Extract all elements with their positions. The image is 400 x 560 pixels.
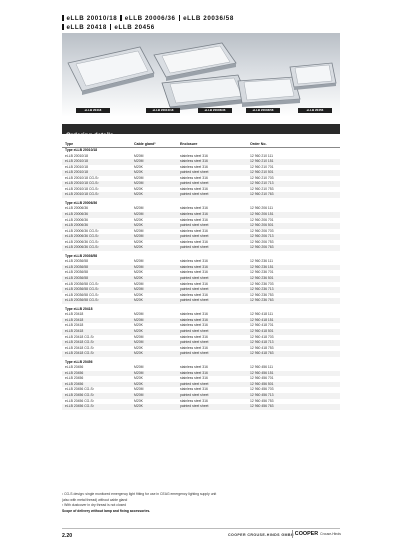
header-order-no: Order No.	[250, 142, 267, 146]
cell-enclosure: stainless steel 316	[180, 186, 208, 191]
cell-enclosure: painted steel sheet	[180, 298, 209, 303]
cell-cable-gland: M20M	[134, 228, 144, 233]
cell-order-no: 12 960 418 501	[250, 328, 274, 333]
cell-cable-gland: M20M	[134, 392, 144, 397]
cell-order-no: 12 960 456 151	[250, 370, 274, 375]
luminaire-5	[290, 63, 336, 90]
cell-cable-gland: M20K	[134, 298, 143, 303]
cell-type: eLLB 20418	[65, 328, 84, 333]
cell-enclosure: painted steel sheet	[180, 181, 209, 186]
cell-type: eLLB 20036/58	[65, 270, 89, 275]
cell-type: eLLB 20010/18	[65, 153, 89, 158]
cell-cable-gland: M20M	[134, 264, 144, 269]
table-row	[62, 298, 340, 304]
cell-order-no: 12 960 210 701	[250, 164, 274, 169]
cell-enclosure: stainless steel 316	[180, 365, 208, 370]
cell-cable-gland: M20K	[134, 170, 143, 175]
cell-type: eLLB 20036/58	[65, 259, 89, 264]
cell-type: eLLB 20006/36 CG-S²	[65, 245, 99, 250]
cell-type: eLLB 20010/18 CG-S²	[65, 181, 99, 186]
product-photo	[62, 33, 340, 117]
cell-type: eLLB 20418	[65, 317, 84, 322]
table-header	[62, 140, 340, 148]
cell-type: eLLB 20010/18	[65, 170, 89, 175]
cell-type: eLLB 20036/58	[65, 264, 89, 269]
cell-order-no: 12 960 206 703	[250, 228, 274, 233]
cell-enclosure: painted steel sheet	[180, 276, 209, 281]
title-segment: eLLB 20010/18	[66, 15, 118, 22]
footnote-1: ¹ CG-S design: single monitored emergency light fitting for use in CEAG emergency lighting supply unit	[62, 492, 217, 496]
cell-cable-gland: M20M	[134, 281, 144, 286]
table-body	[62, 148, 340, 410]
cell-enclosure: painted steel sheet	[180, 351, 209, 356]
company-logo	[292, 530, 341, 538]
table-row	[62, 351, 340, 357]
scope-note: Scope of delivery without lamp and fixing accessories.	[62, 508, 151, 513]
cell-type: eLLB 20036/58 CG-S²	[65, 281, 99, 286]
cell-enclosure: stainless steel 316	[180, 164, 208, 169]
footnote-1b: (also with metal thread) without cable gland	[62, 497, 128, 502]
cell-cable-gland: M20K	[134, 376, 143, 381]
cell-order-no: 12 960 418 703	[250, 334, 274, 339]
cell-enclosure: stainless steel 316	[180, 281, 208, 286]
cell-type: eLLB 20418	[65, 323, 84, 328]
cell-cable-gland: M20M	[134, 340, 144, 345]
cell-cable-gland: M20M	[134, 317, 144, 322]
cell-enclosure: stainless steel 316	[180, 398, 208, 403]
logo-brand: COOPER	[294, 531, 319, 537]
luminaire-3	[162, 75, 248, 111]
photo-caption-2: eLLB 20010/18	[146, 108, 180, 113]
cell-type: eLLB 20006/36	[65, 217, 89, 222]
cell-type: eLLB 20456 CG-S²	[65, 392, 94, 397]
cell-order-no: 12 960 210 713	[250, 181, 274, 186]
title-segment: eLLB 20036/58	[183, 15, 234, 22]
cell-cable-gland: M20K	[134, 192, 143, 197]
photo-caption-3: eLLB 20006/36	[198, 108, 232, 113]
cell-enclosure: painted steel sheet	[180, 223, 209, 228]
luminaire-4	[238, 77, 300, 107]
group-title: Type eLLB 20036/58	[65, 253, 98, 258]
cell-enclosure: painted steel sheet	[180, 192, 209, 197]
cell-type: eLLB 20006/36 CG-S²	[65, 239, 99, 244]
cell-order-no: 12 960 210 151	[250, 159, 274, 164]
table-row	[62, 192, 340, 198]
title-separator	[62, 24, 64, 30]
logo-subbrand: Crouse-Hinds	[320, 532, 341, 536]
cell-type: eLLB 20006/36 CG-S²	[65, 228, 99, 233]
cell-order-no: 12 960 236 701	[250, 270, 274, 275]
cell-cable-gland: M20K	[134, 223, 143, 228]
cell-type: eLLB 20418 CG-S²	[65, 345, 94, 350]
cell-type: eLLB 20456	[65, 376, 84, 381]
photo-caption-4: eLLB 20036/58	[246, 108, 280, 113]
luminaire-2	[154, 43, 236, 81]
cell-cable-gland: M20M	[134, 387, 144, 392]
cell-order-no: 12 960 456 703	[250, 387, 274, 392]
title-segment: eLLB 20418	[66, 24, 107, 31]
cell-order-no: 12 960 206 763	[250, 245, 274, 250]
cell-type: eLLB 20010/18 CG-S²	[65, 186, 99, 191]
cell-order-no: 12 960 456 701	[250, 376, 274, 381]
page-number: 2.20	[62, 533, 73, 539]
cell-enclosure: stainless steel 316	[180, 159, 208, 164]
cell-order-no: 12 960 418 713	[250, 340, 274, 345]
cell-order-no: 12 960 210 763	[250, 192, 274, 197]
cell-enclosure: stainless steel 316	[180, 387, 208, 392]
cell-cable-gland: M20K	[134, 217, 143, 222]
cell-type: eLLB 20418 CG-S²	[65, 334, 94, 339]
section-title: Ordering details	[66, 132, 114, 139]
cell-enclosure: stainless steel 316	[180, 264, 208, 269]
section-header	[62, 124, 340, 139]
cell-type: eLLB 20010/18	[65, 164, 89, 169]
cell-enclosure: painted steel sheet	[180, 287, 209, 292]
table-row	[62, 245, 340, 251]
cell-type: eLLB 20006/36	[65, 212, 89, 217]
cell-type: eLLB 20036/58 CG-S²	[65, 292, 99, 297]
cell-type: eLLB 20010/18 CG-S²	[65, 192, 99, 197]
cell-order-no: 12 960 418 701	[250, 323, 274, 328]
cell-enclosure: painted steel sheet	[180, 234, 209, 239]
photo-caption-1: eLLB 20418	[76, 108, 110, 113]
cell-enclosure: painted steel sheet	[180, 170, 209, 175]
cell-cable-gland: M20M	[134, 159, 144, 164]
cell-order-no: 12 960 418 753	[250, 345, 274, 350]
cell-cable-gland: M20M	[134, 181, 144, 186]
cell-enclosure: stainless steel 316	[180, 259, 208, 264]
cell-cable-gland: M20M	[134, 334, 144, 339]
group-title: Type eLLB 20010/18	[65, 148, 98, 152]
cell-type: eLLB 20456 CG-S²	[65, 398, 94, 403]
cell-cable-gland: M20K	[134, 292, 143, 297]
table-row	[62, 404, 340, 410]
cell-order-no: 12 960 206 713	[250, 234, 274, 239]
cell-order-no: 12 960 210 703	[250, 175, 274, 180]
photo-caption-5: eLLB 20456	[298, 108, 332, 113]
cell-type: eLLB 20036/58 CG-S²	[65, 287, 99, 292]
cell-order-no: 12 960 418 111	[250, 312, 274, 317]
title-separator	[110, 24, 112, 30]
cell-type: eLLB 20418	[65, 312, 84, 317]
cell-order-no: 12 960 210 111	[250, 153, 274, 158]
cell-order-no: 12 960 456 713	[250, 392, 274, 397]
cell-type: eLLB 20010/18 CG-S²	[65, 175, 99, 180]
group-title: Type eLLB 20456	[65, 359, 93, 364]
cell-cable-gland: M20M	[134, 312, 144, 317]
cell-cable-gland: M20M	[134, 370, 144, 375]
title-line-1	[62, 14, 237, 23]
cell-cable-gland: M20M	[134, 287, 144, 292]
cell-enclosure: stainless steel 316	[180, 376, 208, 381]
cell-enclosure: stainless steel 316	[180, 370, 208, 375]
title-segment: eLLB 20456	[114, 24, 155, 31]
cell-cable-gland: M20K	[134, 381, 143, 386]
cell-order-no: 12 960 418 151	[250, 317, 274, 322]
cell-order-no: 12 960 236 703	[250, 281, 274, 286]
cell-cable-gland: M20M	[134, 259, 144, 264]
cell-cable-gland: M20M	[134, 175, 144, 180]
cell-enclosure: painted steel sheet	[180, 381, 209, 386]
cell-type: eLLB 20006/36	[65, 206, 89, 211]
cell-type: eLLB 20456	[65, 370, 84, 375]
cell-type: eLLB 20036/58	[65, 276, 89, 281]
cell-enclosure: stainless steel 316	[180, 206, 208, 211]
cell-order-no: 12 960 456 753	[250, 398, 274, 403]
cell-order-no: 12 960 418 763	[250, 351, 274, 356]
cell-order-no: 12 960 236 111	[250, 259, 274, 264]
cell-order-no: 12 960 206 753	[250, 239, 274, 244]
cell-order-no: 12 960 456 501	[250, 381, 274, 386]
header-cable-gland: Cable gland¹	[134, 142, 156, 146]
cell-cable-gland: M20K	[134, 345, 143, 350]
cell-enclosure: painted steel sheet	[180, 392, 209, 397]
cell-enclosure: stainless steel 316	[180, 270, 208, 275]
cell-type: eLLB 20010/18	[65, 159, 89, 164]
cell-enclosure: stainless steel 316	[180, 175, 208, 180]
group-title: Type eLLB 20006/36	[65, 200, 98, 205]
cell-cable-gland: M20K	[134, 239, 143, 244]
footer-divider	[62, 528, 340, 529]
cell-cable-gland: M20K	[134, 328, 143, 333]
cell-cable-gland: M20M	[134, 153, 144, 158]
cell-order-no: 12 960 456 763	[250, 404, 274, 409]
footnote-2: ² With dustcover in dry thread is not closed	[62, 503, 127, 508]
cell-enclosure: stainless steel 316	[180, 217, 208, 222]
cell-order-no: 12 960 456 111	[250, 365, 274, 370]
cell-type: eLLB 20418 CG-S²	[65, 340, 94, 345]
cell-type: eLLB 20006/36	[65, 223, 89, 228]
cell-enclosure: painted steel sheet	[180, 328, 209, 333]
cell-type: eLLB 20456 CG-S²	[65, 404, 94, 409]
header-type: Type	[65, 142, 74, 146]
page-title	[62, 14, 237, 32]
cell-order-no: 12 960 236 501	[250, 276, 274, 281]
footnotes	[62, 492, 340, 514]
group-title: Type eLLB 20418	[65, 306, 93, 311]
cell-enclosure: stainless steel 316	[180, 228, 208, 233]
cell-type: eLLB 20456 CG-S²	[65, 387, 94, 392]
cell-type: eLLB 20456	[65, 365, 84, 370]
cell-cable-gland: M20M	[134, 234, 144, 239]
cell-enclosure: stainless steel 316	[180, 312, 208, 317]
cell-enclosure: stainless steel 316	[180, 153, 208, 158]
cell-enclosure: stainless steel 316	[180, 239, 208, 244]
cell-enclosure: painted steel sheet	[180, 340, 209, 345]
ordering-table	[62, 140, 340, 410]
luminaires-illustration	[62, 33, 340, 117]
cell-cable-gland: M20K	[134, 164, 143, 169]
cell-enclosure: painted steel sheet	[180, 245, 209, 250]
cell-order-no: 12 960 236 713	[250, 287, 274, 292]
title-separator	[120, 15, 122, 21]
cell-cable-gland: M20K	[134, 404, 143, 409]
cell-order-no: 12 960 210 501	[250, 170, 274, 175]
cell-type: eLLB 20456	[65, 381, 84, 386]
cell-cable-gland: M20K	[134, 186, 143, 191]
cell-enclosure: stainless steel 316	[180, 317, 208, 322]
cell-enclosure: stainless steel 316	[180, 292, 208, 297]
header-enclosure: Enclosure	[180, 142, 198, 146]
footer-company: COOPER CROUSE-HINDS GMBH	[228, 533, 294, 537]
cell-enclosure: stainless steel 316	[180, 345, 208, 350]
cell-type: eLLB 20036/58 CG-S²	[65, 298, 99, 303]
cell-order-no: 12 960 206 151	[250, 212, 274, 217]
cell-order-no: 12 960 236 753	[250, 292, 274, 297]
cell-type: eLLB 20418 CG-S²	[65, 351, 94, 356]
cell-cable-gland: M20K	[134, 276, 143, 281]
cell-cable-gland: M20K	[134, 398, 143, 403]
cell-type: eLLB 20006/36 CG-S²	[65, 234, 99, 239]
cell-enclosure: stainless steel 316	[180, 323, 208, 328]
cell-order-no: 12 960 206 501	[250, 223, 274, 228]
cell-order-no: 12 960 210 753	[250, 186, 274, 191]
title-line-2	[62, 23, 237, 32]
cell-cable-gland: M20K	[134, 270, 143, 275]
cell-order-no: 12 960 236 763	[250, 298, 274, 303]
luminaire-1	[68, 47, 154, 95]
cell-order-no: 12 960 206 701	[250, 217, 274, 222]
cell-enclosure: stainless steel 316	[180, 334, 208, 339]
cell-cable-gland: M20K	[134, 351, 143, 356]
cell-cable-gland: M20M	[134, 365, 144, 370]
title-separator	[179, 15, 181, 21]
cell-enclosure: painted steel sheet	[180, 404, 209, 409]
cell-order-no: 12 960 236 151	[250, 264, 274, 269]
cell-cable-gland: M20M	[134, 212, 144, 217]
title-separator	[62, 15, 64, 21]
cell-cable-gland: M20K	[134, 323, 143, 328]
logo-divider	[292, 530, 293, 538]
cell-enclosure: stainless steel 316	[180, 212, 208, 217]
cell-cable-gland: M20M	[134, 206, 144, 211]
title-segment: eLLB 20006/36	[124, 15, 176, 22]
cell-cable-gland: M20K	[134, 245, 143, 250]
cell-order-no: 12 960 206 111	[250, 206, 274, 211]
